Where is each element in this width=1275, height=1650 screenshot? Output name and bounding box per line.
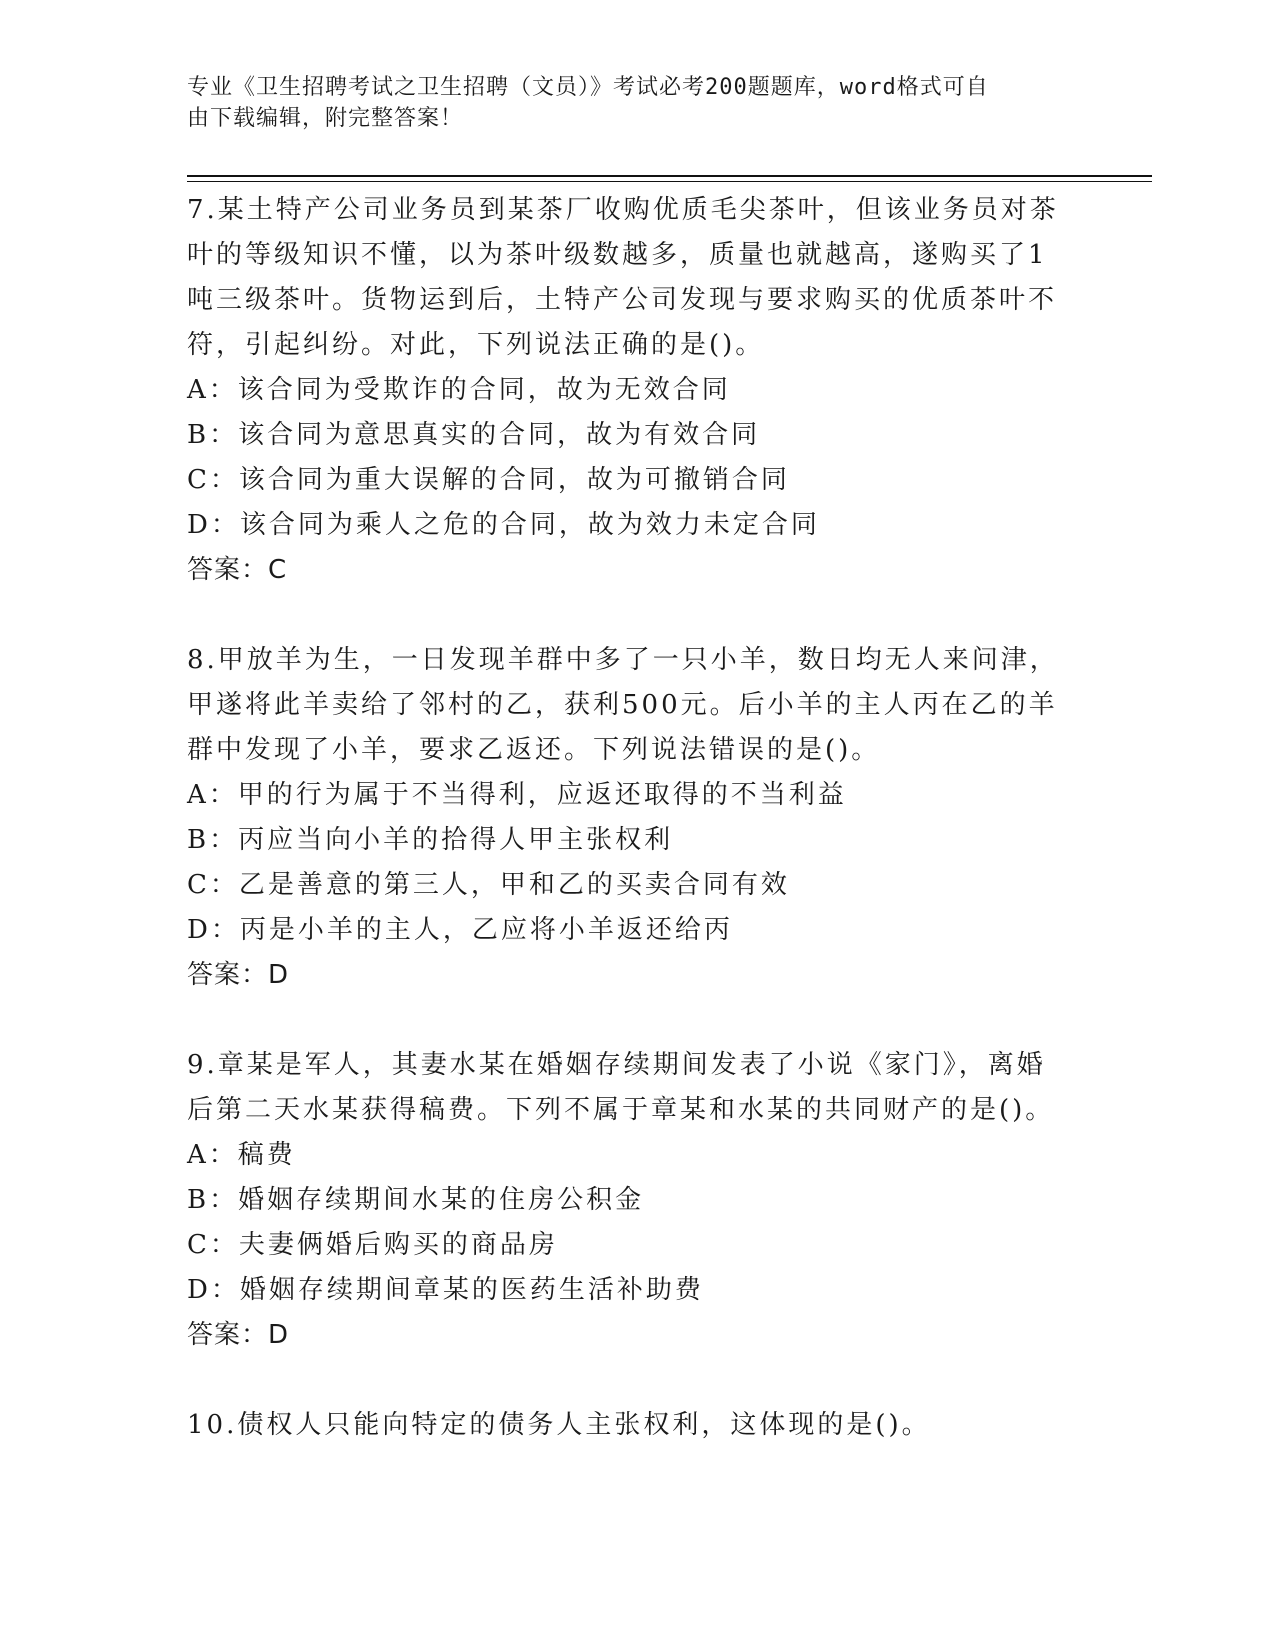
option-a: A：稿费 bbox=[187, 1140, 296, 1170]
question-10 bbox=[187, 1403, 1067, 1448]
question-list bbox=[187, 188, 1067, 1448]
question-text: 9.章某是军人，其妻水某在婚姻存续期间发表了小说《家门》，离婚后第二天水某获得稿费。下列不属于章某和水某的共同财产的是()。 bbox=[187, 1050, 1055, 1125]
question-9 bbox=[187, 1043, 1067, 1358]
question-spacer bbox=[187, 998, 1067, 1043]
answer: 答案：C bbox=[187, 555, 288, 585]
option-b: B：丙应当向小羊的拾得人甲主张权利 bbox=[187, 825, 674, 855]
header-divider-thin bbox=[187, 181, 1152, 182]
option-b: B：婚姻存续期间水某的住房公积金 bbox=[187, 1185, 645, 1215]
option-a: A：甲的行为属于不当得利，应返还取得的不当利益 bbox=[187, 780, 847, 810]
header-line-2: 由下载编辑，附完整答案！ bbox=[187, 106, 464, 131]
answer: 答案：D bbox=[187, 1320, 290, 1350]
question-text: 10.债权人只能向特定的债务人主张权利，这体现的是()。 bbox=[187, 1410, 931, 1440]
question-text: 8.甲放羊为生，一日发现羊群中多了一只小羊，数日均无人来问津，甲遂将此羊卖给了邻村的乙，获利500元。后小羊的主人丙在乙的羊群中发现了小羊，要求乙返还。下列说法错误的是()。 bbox=[187, 645, 1059, 765]
question-7 bbox=[187, 188, 1067, 593]
question-text: 7.某土特产公司业务员到某茶厂收购优质毛尖茶叶，但该业务员对茶叶的等级知识不懂，以为茶叶级数越多，质量也就越高，遂购买了1吨三级茶叶。货物运到后，土特产公司发现与要求购买的优质茶叶不符，引起纠纷。对此，下列说法正确的是()。 bbox=[187, 195, 1059, 360]
question-spacer bbox=[187, 1358, 1067, 1403]
header-divider-thick bbox=[187, 175, 1152, 177]
option-b: B：该合同为意思真实的合同，故为有效合同 bbox=[187, 420, 761, 450]
option-c: C：夫妻俩婚后购买的商品房 bbox=[187, 1230, 558, 1260]
header-line-1: 专业《卫生招聘考试之卫生招聘（文员）》考试必考200题题库，word格式可自 bbox=[187, 75, 989, 100]
document-header bbox=[187, 72, 1067, 134]
option-a: A：该合同为受欺诈的合同，故为无效合同 bbox=[187, 375, 731, 405]
option-d: D：该合同为乘人之危的合同，故为效力未定合同 bbox=[187, 510, 820, 540]
option-c: C：乙是善意的第三人，甲和乙的买卖合同有效 bbox=[187, 870, 790, 900]
answer: 答案：D bbox=[187, 960, 290, 990]
option-d: D：丙是小羊的主人，乙应将小羊返还给丙 bbox=[187, 915, 733, 945]
option-d: D：婚姻存续期间章某的医药生活补助费 bbox=[187, 1275, 704, 1305]
question-spacer bbox=[187, 593, 1067, 638]
option-c: C：该合同为重大误解的合同，故为可撤销合同 bbox=[187, 465, 790, 495]
question-8 bbox=[187, 638, 1067, 998]
